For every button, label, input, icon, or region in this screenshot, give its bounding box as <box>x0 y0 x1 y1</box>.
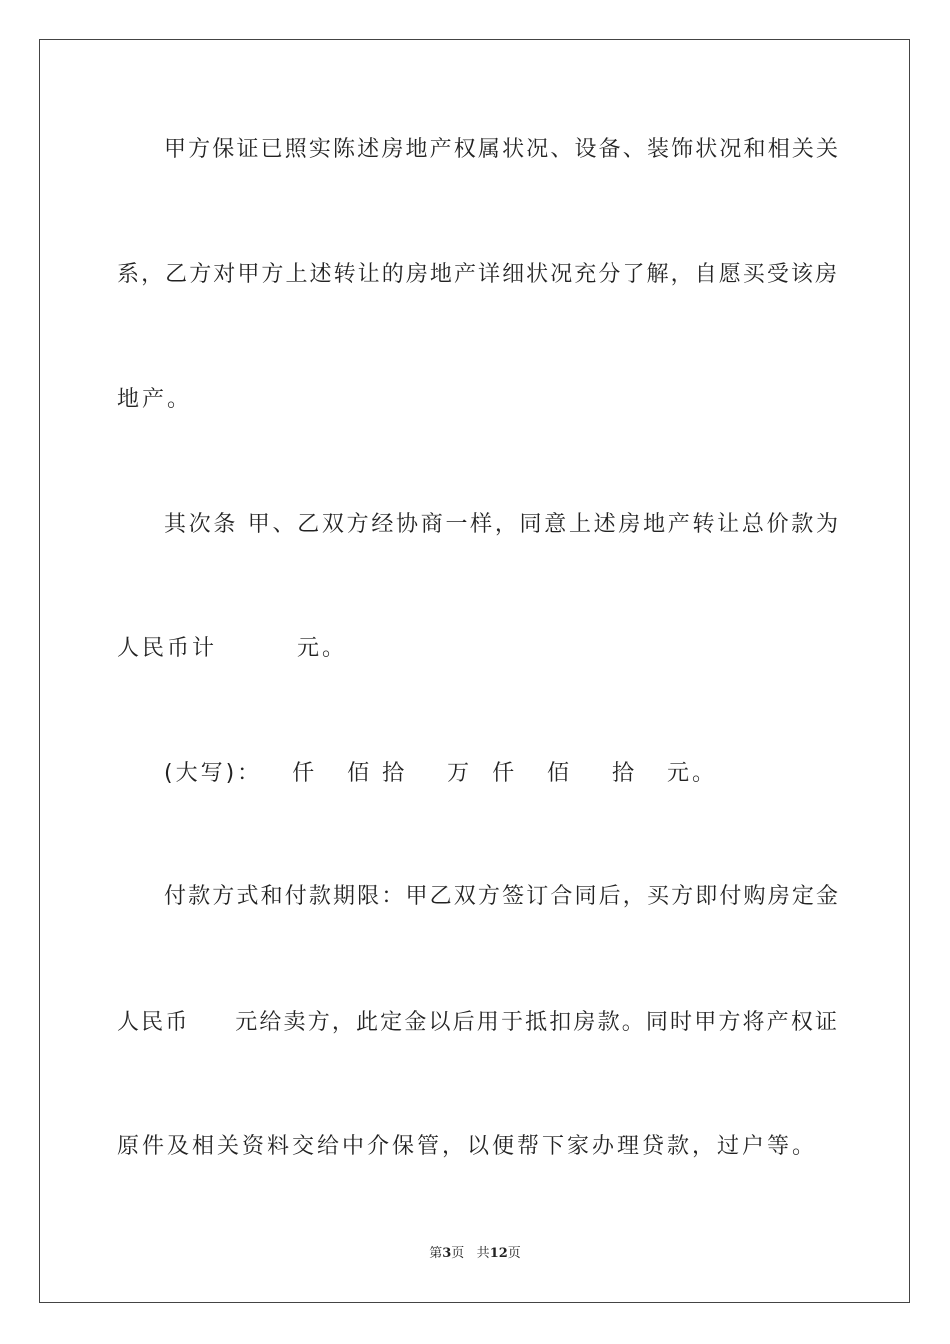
paragraph-line-4: 其次条 甲、乙双方经协商一样，同意上述房地产转让总价款为 <box>164 512 838 537</box>
paragraph-line-9: 原件及相关资料交给中介保管，以便帮下家办理贷款，过户等。 <box>117 1134 818 1159</box>
paragraph-line-1: 甲方保证已照实陈述房地产权属状况、设备、装饰状况和相关关 <box>164 137 838 162</box>
paragraph-line-5: 人民币计 元。 <box>117 636 347 661</box>
footer-total-suffix: 页 <box>507 1246 521 1261</box>
paragraph-line-3: 地产。 <box>117 387 193 412</box>
footer-total-pages: 12 <box>489 1246 508 1261</box>
paragraph-line-8: 人民币 元给卖方，此定金以后用于抵扣房款。同时甲方将产权证 <box>117 1010 837 1035</box>
footer-page-prefix: 第 <box>429 1246 443 1261</box>
page-footer <box>0 1244 950 1264</box>
paragraph-line-2: 系，乙方对甲方上述转让的房地产详细状况充分了解，自愿买受该房 <box>117 262 837 287</box>
footer-page-number: 3 <box>442 1246 452 1261</box>
footer-page-suffix: 页 <box>451 1246 465 1261</box>
paragraph-line-7: 付款方式和付款期限：甲乙双方签订合同后，买方即付购房定金 <box>164 884 838 909</box>
page-border <box>39 39 910 1303</box>
footer-total-prefix: 共 <box>476 1246 490 1261</box>
paragraph-line-6: (大写)： 仟 佰 拾 万 仟 佰 拾 元。 <box>164 761 718 786</box>
